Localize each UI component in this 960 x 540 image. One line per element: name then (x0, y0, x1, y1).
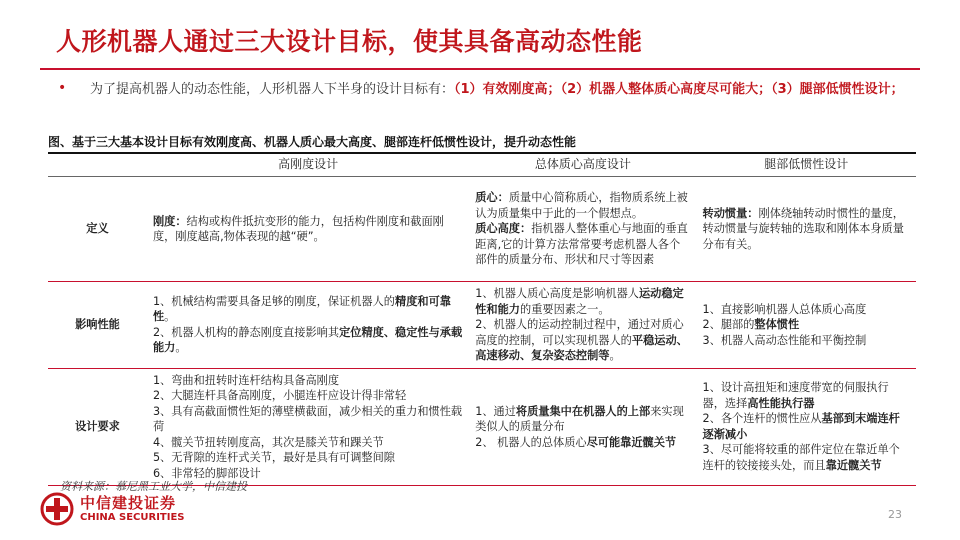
list-item: 3、具有高截面惯性矩的薄壁横截面，减少相关的重力和惯性载荷 (152, 404, 463, 433)
cell-com-performance (469, 282, 696, 369)
goal-2: （2）机器人整体质心高度尽可能大； (560, 82, 772, 97)
cell-stiffness-performance (147, 282, 469, 369)
cell-inertia-performance (697, 282, 916, 369)
text: 2、腿部的 (702, 318, 755, 331)
list-item: 4、髋关节扭转刚度高，其次是膝关节和踝关节 (152, 435, 384, 449)
text: 2、各个连杆的惯性应从 (702, 412, 822, 426)
bullet-icon: • (58, 80, 67, 96)
table-header-stiffness: 高刚度设计 (147, 153, 469, 177)
list-item: 5、无背隙的连杆式关节，最好是具有可调整间隙 (152, 451, 395, 464)
term-com-height: 质心高度： (475, 222, 532, 236)
source-note: 资料来源：慕尼黑工业大学，中信建投 (60, 480, 247, 493)
logo-text-en: CHINA SECURITIES (80, 512, 185, 523)
design-table (48, 152, 916, 486)
text: 2、机器人的运动控制过程中，通过对质心高度的控制，可以实现机器人的 (475, 318, 684, 347)
text: 。 (164, 310, 176, 324)
emphasis: 基部到末端连杆逐渐减小 (702, 412, 900, 441)
emphasis: 靠近髋关节 (825, 458, 882, 472)
emphasis: 定位精度、稳定性与承载能力 (152, 325, 463, 355)
table-row (48, 282, 916, 369)
table-header-inertia: 腿部低惯性设计 (697, 153, 916, 177)
text: 1、机器人质心高度是影响机器人 (475, 287, 639, 300)
table-header-com: 总体质心高度设计 (469, 153, 696, 177)
table-header-row (48, 153, 916, 177)
row-head-requirements: 设计要求 (48, 368, 147, 486)
text-com-height: 指机器人整体重心与地面的垂直距离,它的计算方法常常要考虑机器人各个部件的质量分布、形状和尺寸等因素 (475, 222, 688, 267)
emphasis: 尽可能靠近髋关节 (586, 435, 677, 449)
bullet-intro: 为了提高机器人的动态性能，人形机器人下半身的设计目标有： (90, 82, 455, 97)
term-stiffness: 刚度： (152, 214, 187, 228)
text-com: 质量中心简称质心，指物质系统上被认为质量集中于此的一个假想点。 (475, 191, 688, 220)
text: 的重要因素之一。 (520, 302, 610, 316)
emphasis: 平稳运动、高速移动、复杂姿态控制等 (475, 333, 688, 362)
cell-com-requirements (469, 368, 696, 486)
title-divider (40, 68, 920, 70)
emphasis: 运动稳定性和能力 (475, 287, 684, 316)
table-row (48, 177, 916, 282)
company-logo (40, 492, 200, 532)
emphasis: 精度和可靠性 (152, 294, 451, 324)
list-item: 2、大腿连杆具备高刚度，小腿连杆应设计得非常轻 (152, 389, 407, 402)
text: 3、机器人高动态性能和平衡控制 (702, 333, 867, 347)
text: 2、 机器人的总体质心 (475, 435, 587, 449)
list-item: 6、非常轻的脚部设计 (152, 466, 261, 480)
text: 1、通过 (475, 404, 516, 418)
design-goals-bullet (90, 79, 910, 101)
page-number: 23 (888, 508, 902, 521)
goal-1: （1）有效刚度高； (454, 82, 561, 97)
text: 3、尽可能将较重的部件定位在靠近单个连杆的铰接接头处，而且 (702, 443, 900, 472)
term-inertia: 转动惯量： (702, 206, 759, 220)
citic-logo-icon (40, 492, 74, 526)
list-item: 1、弯曲和扭转时连杆结构具备高刚度 (152, 373, 340, 387)
row-head-performance: 影响性能 (48, 282, 147, 369)
page-title: 人形机器人通过三大设计目标，使其具备高动态性能 (56, 27, 643, 56)
cell-stiffness-requirements (147, 368, 469, 486)
text-inertia: 刚体绕轴转动时惯性的量度，转动惯量与旋转轴的选取和刚体本身质量分布有关。 (702, 206, 904, 251)
row-head-definition: 定义 (48, 177, 147, 282)
figure-caption: 图、基于三大基本设计目标有效刚度高、机器人质心最大高度、腿部连杆低惯性设计，提升动态性能 (48, 135, 577, 149)
cell-inertia-requirements (697, 368, 916, 486)
emphasis: 将质量集中在机器人的上部 (515, 404, 651, 418)
text: 1、设计高扭矩和速度带宽的伺服执行器，选择 (702, 381, 889, 410)
cell-com-definition (469, 177, 696, 282)
text: 。 (175, 341, 187, 355)
text: 。 (609, 349, 621, 362)
logo-text-cn: 中信建投证券 (80, 494, 177, 512)
table-header-empty (48, 153, 147, 177)
text: 1、直接影响机器人总体质心高度 (702, 302, 867, 316)
term-com: 质心： (475, 191, 509, 205)
text: 2、机器人机构的静态刚度直接影响其 (152, 325, 340, 339)
text-stiffness: 结构或构件抵抗变形的能力，包括构件刚度和截面刚度，刚度越高,物体表现的越“硬”。 (152, 214, 444, 243)
goal-3: （3）腿部低惯性设计； (771, 82, 904, 97)
emphasis: 整体惯性 (754, 318, 800, 331)
table-row (48, 368, 916, 486)
emphasis: 高性能执行器 (747, 396, 815, 410)
cell-inertia-definition (697, 177, 916, 282)
text: 来实现类似人的质量分布 (475, 404, 684, 433)
text: 1、机械结构需要具备足够的刚度，保证机器人的 (152, 294, 395, 308)
cell-stiffness-definition (147, 177, 469, 282)
